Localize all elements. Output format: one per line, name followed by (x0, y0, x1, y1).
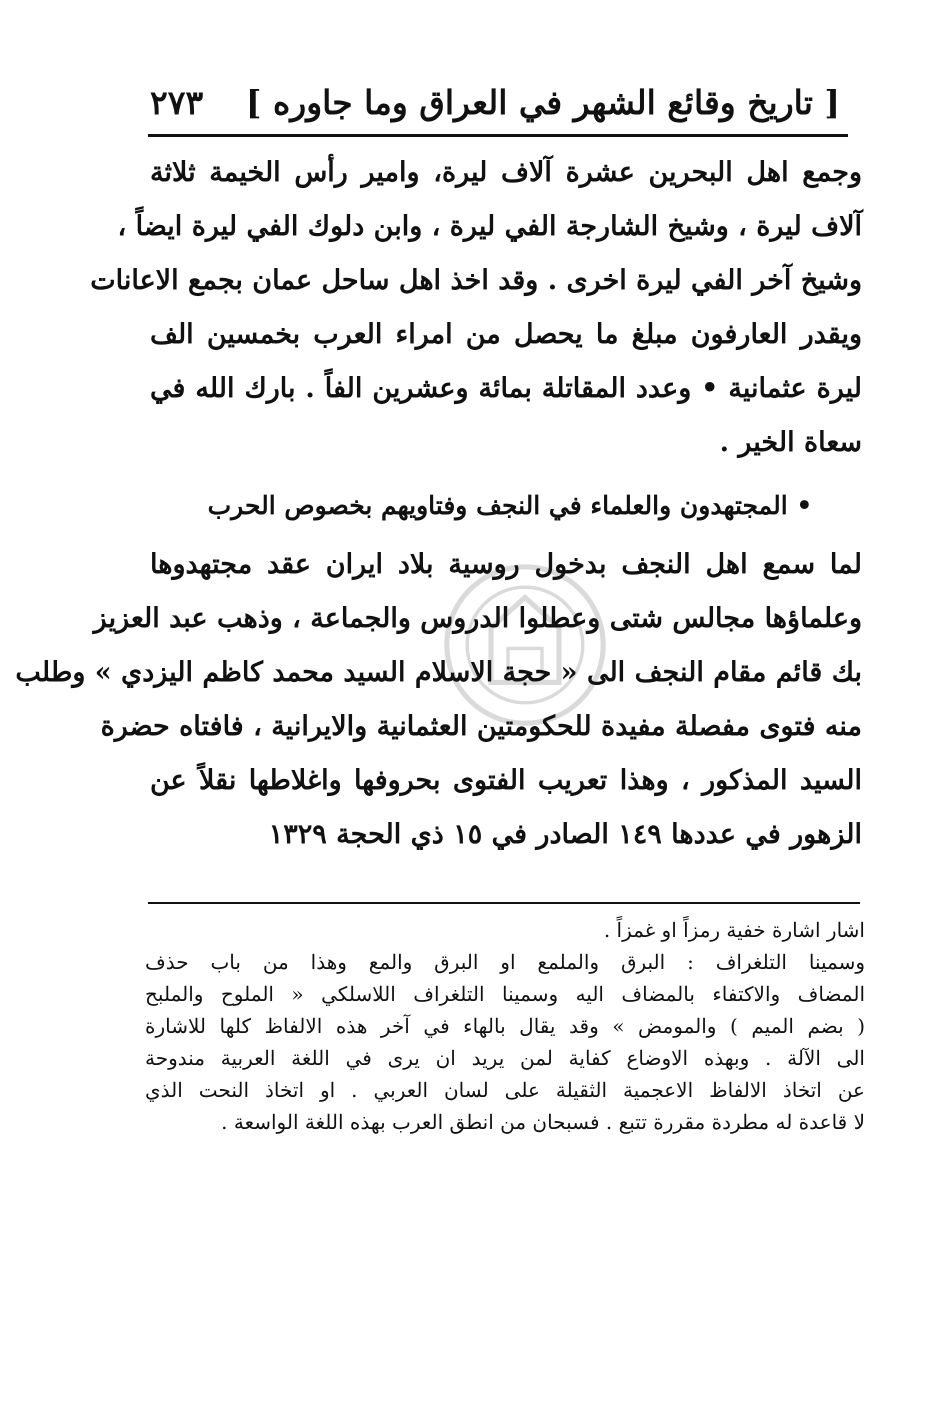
running-header (150, 78, 840, 126)
footnote-line: اشار اشارة خفية رمزاً او غمزاً . (603, 918, 865, 942)
footnotes (145, 914, 865, 1138)
text-line: بك قائم مقام النجف الى « حجة الاسلام السيد محمد كاظم اليزدي » وطلب (15, 657, 862, 688)
text-line: وشيخ آخر الفي ليرة اخرى . وقد اخذ اهل ساحل عمان بجمع الاعانات (90, 265, 862, 296)
footnote-line: لا قاعدة له مطردة مقررة تتبع . فسبحان من انطق العرب بهذه اللغة الواسعة . (221, 1110, 865, 1134)
text-line: وجمع اهل البحرين عشرة آلاف ليرة، وامير رأس الخيمة ثلاثة (150, 157, 862, 188)
text-line: منه فتوى مفصلة مفيدة للحكومتين العثمانية والايرانية ، فافتاه حضرة (100, 711, 862, 742)
library-seal-icon (440, 560, 610, 730)
page-number: ٢٧٣ (150, 82, 204, 122)
running-title: [ تاريخ وقائع الشهر في العراق وما جاوره ] (245, 82, 840, 122)
text-line: لما سمع اهل النجف بدخول روسية بلاد ايران عقد مجتهدوها (150, 549, 862, 580)
footnote-line: وسمينا التلغراف : البرق والملمع او البرق والمع وهذا من باب حذف (145, 950, 865, 974)
footnote-line: المضاف والاكتفاء بالمضاف اليه وسمينا التلغراف اللاسلكي « الملوح والملبح (145, 982, 865, 1006)
text-line: الزهور في عددها ١٤٩ الصادر في ١٥ ذي الحجة ١٣٢٩ (268, 819, 862, 850)
section-heading: • المجتهدون والعلماء في النجف وفتاويهم بخصوص الحرب (207, 491, 813, 520)
header-rule (148, 134, 848, 137)
text-line: وعلماؤها مجالس شتى وعطلوا الدروس والجماعة ، وذهب عبد العزيز (93, 603, 862, 634)
text-line: آلاف ليرة ، وشيخ الشارجة الفي ليرة ، وابن دلوك الفي ليرة ايضاً ، (117, 211, 862, 242)
text-line: ويقدر العارفون مبلغ ما يحصل من امراء العرب بخمسين الف (150, 319, 862, 350)
footnote-line: ( بضم الميم ) والمومض » وقد يقال بالهاء في آخر هذه الالفاظ كلها للاشارة (145, 1014, 865, 1038)
text-line: السيد المذكور ، وهذا تعريب الفتوى بحروفها واغلاطها نقلاً عن (150, 765, 862, 796)
text-line: ليرة عثمانية • وعدد المقاتلة بمائة وعشرين الفاً . بارك الله في (150, 373, 862, 404)
text-line: سعاة الخير . (719, 427, 862, 458)
paragraph-gulf-donations (90, 146, 862, 470)
footnote-line: الى الآلة . وبهذه الاوضاع كفاية لمن يريد ان يرى في اللغة العربية مندوحة (145, 1046, 865, 1070)
footnote-rule (148, 902, 860, 904)
footnote-line: عن اتخاذ الالفاظ الاعجمية الثقيلة على لسان العربي . او اتخاذ النحت الذي (145, 1078, 865, 1102)
